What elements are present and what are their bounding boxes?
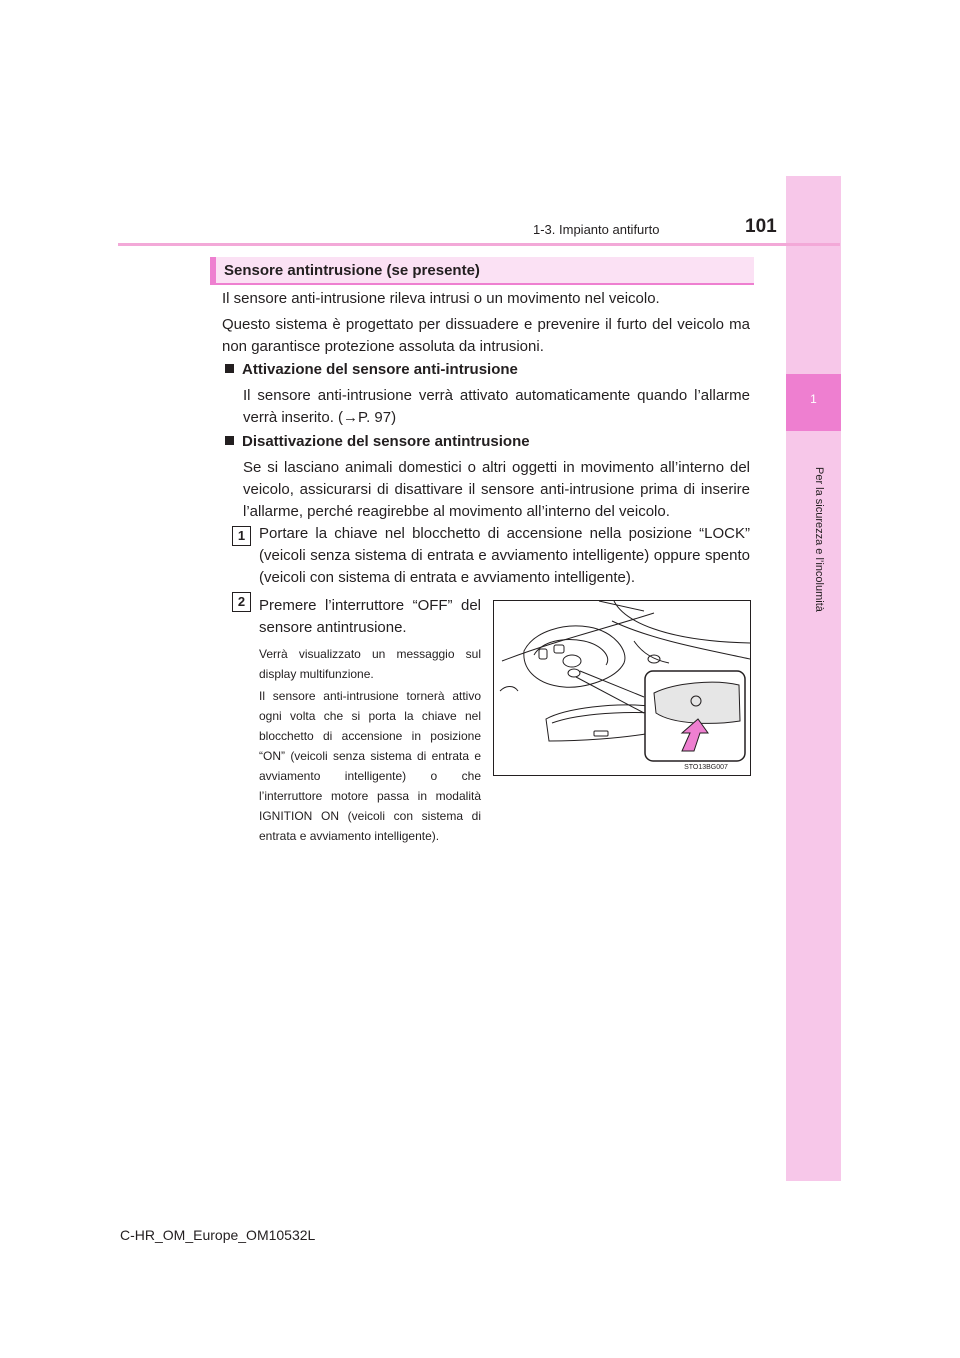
chapter-side-tab	[786, 176, 841, 1181]
activation-title: Attivazione del sensore anti-intrusione	[242, 361, 518, 378]
step-1-text: Portare la chiave nel blocchetto di accensione nella posizione “LOCK” (veicoli senza sistema di entrata e avviamento intelligente) oppure spento (veicoli con sistema di entrata e avviamento intelligente).	[259, 525, 750, 586]
section-heading: Sensore antintrusione (se presente)	[224, 262, 480, 279]
deactivation-title: Disattivazione del sensore antintrusione	[242, 433, 530, 450]
square-bullet-icon	[225, 364, 234, 373]
intro-paragraph-1: Il sensore anti-intrusione rileva intrusi o un movimento nel veicolo.	[222, 290, 660, 307]
activation-heading	[225, 361, 518, 378]
activation-text: Il sensore anti-intrusione verrà attivato automaticamente quando l’allarme verrà inserito. (→P. 97)	[243, 387, 750, 426]
step-2-note-2: Il sensore anti-intrusione tornerà attivo ogni volta che si porta la chiave nel blocchetto di accensione in posizione “ON” (veicoli senza sistema di entrata e avviamento intelligente) o che l’interruttore motore passa in modalità IGNITION ON (veicoli con sistema di entrata e avviamento intelligente).	[259, 689, 481, 843]
overhead-console-switch-illustration-icon	[494, 601, 750, 775]
step-2-note-1: Verrà visualizzato un messaggio sul display multifunzione.	[259, 647, 481, 681]
page-number: 101	[745, 216, 777, 237]
square-bullet-icon	[225, 436, 234, 445]
deactivation-text: Se si lasciano animali domestici o altri oggetti in movimento all’interno del veicolo, assicurarsi di disattivare il sensore anti-intrusione prima di inserire l’allarme, perché reagirebbe al movimento all’interno del veicolo.	[243, 459, 750, 520]
overhead-console-illustration	[493, 600, 751, 776]
deactivation-heading	[225, 433, 530, 450]
chapter-label: Per la sicurezza e l’incolumità	[813, 467, 825, 612]
chapter-number: 1	[810, 392, 817, 406]
step-2-badge: 2	[232, 592, 251, 612]
section-title: 1-3. Impianto antifurto	[533, 222, 660, 237]
step-2-text: Premere l’interruttore “OFF” del sensore antintrusione.	[259, 597, 481, 636]
step-1-badge: 1	[232, 526, 251, 546]
document-footer: C-HR_OM_Europe_OM10532L	[120, 1227, 316, 1243]
header-rule	[118, 243, 840, 246]
intro-paragraph-2: Questo sistema è progettato per dissuadere e prevenire il furto del veicolo ma non garantisce protezione assoluta da intrusioni.	[222, 316, 750, 355]
illustration-code: STO13BG007	[684, 764, 728, 771]
